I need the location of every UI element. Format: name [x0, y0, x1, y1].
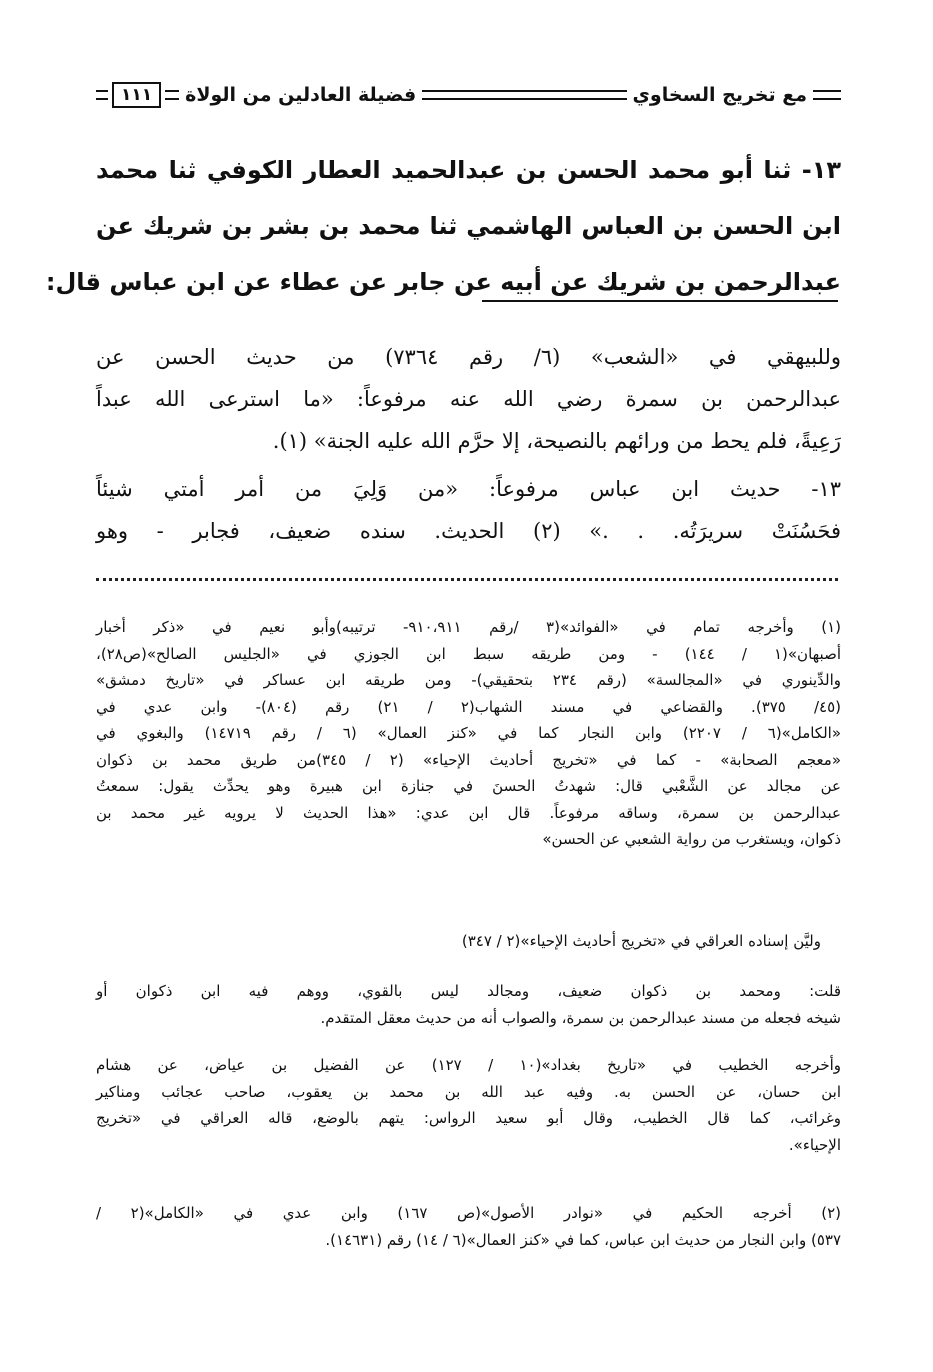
- header-title: فضيلة العادلين من الولاة: [185, 84, 417, 106]
- footnote-1: [96, 614, 841, 853]
- separator-rule: [482, 300, 838, 302]
- hadith-line: عبدالرحمن بن شريك عن أبيه عن جابر عن عطاء عن ابن عباس قال:: [45, 268, 841, 296]
- footnote-line: والدِّينوري في «المجالسة» (رقم ٢٣٤ بتحقيقي)- ومن طريقه ابن عساكر في «تاريخ دمشق»: [96, 671, 841, 689]
- footnote-1-comment: [96, 978, 841, 1031]
- page-number: ١١١: [112, 82, 161, 108]
- footnote-1-note: [96, 928, 841, 955]
- commentary-line: فحَسُنَتْ سريرَتُه. . .» (٢) الحديث. سنده ضعيف، فجابر - وهو: [96, 519, 841, 543]
- footnote-line: ذكوان، ويستغرب من رواية الشعبي عن الحسن»: [542, 830, 841, 848]
- footnote-line: قلت: ومحمد بن ذكوان ضعيف، ومجالد ليس بالقوي، ووهم فيه ابن ذكوان أو: [96, 982, 841, 1000]
- footnote-separator: [96, 578, 838, 581]
- header-rule-small: [165, 90, 179, 100]
- footnote-line: وغرائب، كما قال الخطيب، وقال أبو سعيد الرواس: يتهم بالوضع، قاله العراقي في «تخريج: [96, 1109, 841, 1127]
- footnote-line: «معجم الصحابة» - كما في «تخريج أحاديث الإحياء» (٢ / ٣٤٥)من طريق محمد بن ذكوان: [96, 750, 841, 769]
- commentary-line: عبدالرحمن بن سمرة رضي الله عنه مرفوعاً: «ما استرعى الله عبداً: [96, 387, 841, 411]
- footnote-line: أصبهان»(١ / ١٤٤) - ومن طريقه سبط ابن الجوزي في «الجليس الصالح»(ص٢٨)،: [96, 644, 841, 663]
- footnote-line: وليَّن إسناده العراقي في «تخريج أحاديث الإحياء»(٢ / ٣٤٧): [461, 932, 821, 950]
- header-rule-right: [813, 90, 841, 100]
- commentary-paragraph-1: [96, 336, 841, 462]
- header-rule-middle: [422, 90, 626, 100]
- footnote-line: (٢) أخرجه الحكيم في «نوادر الأصول»(ص ١٦٧) وابن عدي في «الكامل»(٢ /: [96, 1204, 842, 1222]
- header-rule-left: [96, 90, 108, 100]
- footnote-line: عبدالرحمن بن سمرة، وساقه مرفوعاً. قال ابن عدي: «هذا الحديث لا يرويه غير محمد بن: [96, 803, 841, 822]
- header-subtitle: مع تخريج السخاوي: [632, 84, 807, 106]
- running-header: [96, 74, 841, 116]
- footnote-line: (١) وأخرجه تمام في «الفوائد»(٣ /رقم ٩١٠،٩١١- ترتيبه)وأبو نعيم في «ذكر أخبار: [96, 618, 841, 636]
- footnote-line: ٥٣٧) وابن النجار من حديث ابن عباس، كما في «كنز العمال»(٦ / ١٤) رقم (١٤٦٣١).: [325, 1230, 841, 1249]
- footnote-line: الإحياء».: [788, 1135, 841, 1154]
- footnote-1-additional: [96, 1052, 841, 1158]
- commentary-line: رَعِيةً، فلم يحط من ورائهم بالنصيحة، إلا حرَّم الله عليه الجنة» (١).: [272, 429, 841, 453]
- footnote-line: وأخرجه الخطيب في «تاريخ بغداد»(١٠ / ١٢٧) عن الفضيل بن عياض، عن هشام: [96, 1056, 842, 1074]
- footnote-line: عن مجالد عن الشَّعْبي قال: شهدتُ الحسنَ في جنازة ابن هبيرة وهو يحدِّث يقول: سمعتُ: [96, 777, 841, 795]
- commentary-line: وللبيهقي في «الشعب» (٦/ رقم ٧٣٦٤) من حديث الحسن عن: [96, 345, 841, 369]
- footnote-line: «الكامل»(٦ / ٢٢٠٧) وابن النجار كما في «كنز العمال» (٦ / رقم ١٤٧١٩) والبغوي في: [96, 724, 842, 742]
- hadith-line: ابن الحسن بن العباس الهاشمي ثنا محمد بن بشر بن شريك عن: [96, 212, 841, 240]
- footnote-line: ابن حسان، عن الحسن به. وفيه عبد الله بن محمد بن يعقوب، صاحب عجائب ومناكير: [96, 1082, 841, 1101]
- footnote-2: [96, 1200, 841, 1253]
- footnote-line: شيخه فجعله من مسند عبدالرحمن بن سمرة، والصواب أنه من حديث معقل المتقدم.: [320, 1008, 841, 1027]
- hadith-text: [45, 142, 841, 310]
- hadith-line: ١٣- ثنا أبو محمد الحسن بن عبدالحميد العطار الكوفي ثنا محمد: [96, 156, 841, 184]
- footnote-line: (٤٥/ ٣٧٥). والقضاعي في مسند الشهاب(٢ / ٢١) رقم (٨٠٤)- وابن عدي في: [96, 697, 842, 716]
- commentary-line: ١٣- حديث ابن عباس مرفوعاً: «من وَلِيَ من أمر أمتي شيئاً: [96, 477, 841, 501]
- commentary-paragraph-2: [96, 468, 841, 552]
